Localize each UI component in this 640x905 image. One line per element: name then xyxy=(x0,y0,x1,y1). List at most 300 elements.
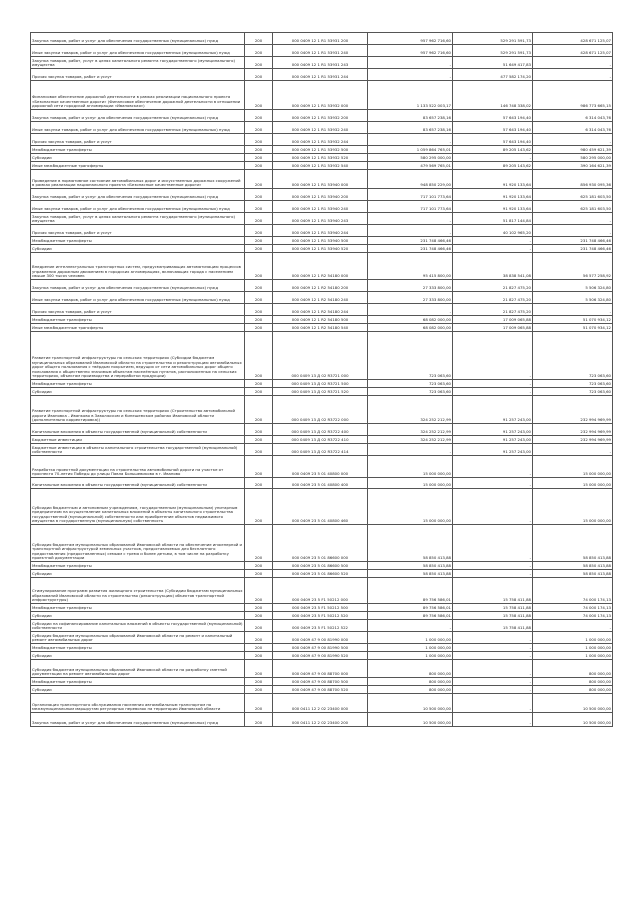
row-code: 200 xyxy=(245,388,273,396)
remaining-amount: - xyxy=(533,57,613,69)
remaining-amount: 723 063,60 xyxy=(533,332,613,380)
executed-amount: 57 643 194,40 xyxy=(453,110,533,122)
table-row xyxy=(31,570,613,578)
remaining-amount: 51 070 934,12 xyxy=(533,316,613,324)
table-row xyxy=(31,694,613,713)
remaining-amount: 625 181 603,50 xyxy=(533,189,613,201)
row-name: Иные закупки товаров, работ и услуг для обеспечения государственных (муниципальных) нужд xyxy=(31,201,245,213)
approved-amount: 800 000,00 xyxy=(368,660,453,678)
approved-amount: 957 962 716,60 xyxy=(368,45,453,57)
row-code: 200 xyxy=(245,332,273,380)
executed-amount: 51 817 144,84 xyxy=(453,213,533,225)
row-code: 200 xyxy=(245,33,273,45)
row-code: 200 xyxy=(245,424,273,436)
remaining-amount: 15 000 000,00 xyxy=(533,478,613,489)
row-code: 200 xyxy=(245,154,273,162)
approved-amount: - xyxy=(368,69,453,81)
row-name: Закупка товаров, работ, услуг в целях капитального ремонта государственного (муниципального) имущества xyxy=(31,213,245,225)
table-row xyxy=(31,280,613,292)
executed-amount: - xyxy=(453,632,533,644)
executed-amount: - xyxy=(453,478,533,489)
budget-execution-table xyxy=(30,32,613,727)
approved-amount: 948 850 229,00 xyxy=(368,170,453,189)
approved-amount: 800 000,00 xyxy=(368,678,453,686)
row-name: Иные межбюджетные трансферты xyxy=(31,162,245,170)
remaining-amount: 723 063,60 xyxy=(533,388,613,396)
remaining-amount: 10 500 000,00 xyxy=(533,713,613,727)
executed-amount: 21 827 475,20 xyxy=(453,280,533,292)
table-row xyxy=(31,380,613,388)
row-kbk: 000 0409 12 1 R1 53931 200 xyxy=(273,33,368,45)
row-name: Субсидия бюджетам муниципальных образований Ивановской области на разработку сметной документации на ремонт автомобильных дорог xyxy=(31,660,245,678)
row-name: Субсидия бюджетам муниципальных образований Ивановской области на ремонт и капитальный ремонт автомобильных дорог xyxy=(31,632,245,644)
row-code: 200 xyxy=(245,570,273,578)
row-code: 200 xyxy=(245,562,273,570)
table-row xyxy=(31,201,613,213)
row-name: Капитальные вложения в объекты государственной (муниципальной) собственности xyxy=(31,478,245,489)
row-code: 200 xyxy=(245,316,273,324)
executed-amount: - xyxy=(453,154,533,162)
row-kbk: 000 0409 23 5 F1 50212 522 xyxy=(273,620,368,632)
row-name: Субсидии бюджетным и автономным учреждениям, государственным (муниципальным) унитарным предприятиям на осуществление капитальных вложений в объекты капитального строительства государственной (муниципальной) собственности или приобретение объектов недвижимого имущества в государственную (муниципальную) собственность xyxy=(31,489,245,525)
table-row xyxy=(31,489,613,525)
row-code: 200 xyxy=(245,713,273,727)
row-code: 200 xyxy=(245,456,273,478)
remaining-amount: 232 994 969,99 xyxy=(533,424,613,436)
table-row xyxy=(31,612,613,620)
row-kbk: 000 0409 47 9 00 81990 520 xyxy=(273,652,368,660)
approved-amount: 15 000 000,00 xyxy=(368,478,453,489)
row-name: Внедрение интеллектуальных транспортных систем, предусматривающих автоматизацию процессов управления дорожным движением в городских агломерациях, включающих города с населением свыше 300 тысяч человек xyxy=(31,253,245,280)
row-name: Закупка товаров, работ и услуг для обеспечения государственных (муниципальных) нужд xyxy=(31,280,245,292)
executed-amount: - xyxy=(453,562,533,570)
executed-amount: - xyxy=(453,570,533,578)
approved-amount: 15 000 000,00 xyxy=(368,456,453,478)
remaining-amount: 10 500 000,00 xyxy=(533,694,613,713)
executed-amount: - xyxy=(453,686,533,694)
approved-amount: - xyxy=(368,57,453,69)
row-code: 200 xyxy=(245,304,273,316)
executed-amount: 15 758 411,88 xyxy=(453,578,533,604)
remaining-amount: 56 577 258,92 xyxy=(533,253,613,280)
approved-amount: 68 082 000,00 xyxy=(368,324,453,332)
executed-amount: 15 758 411,88 xyxy=(453,620,533,632)
row-kbk: 000 0409 12 1 R1 53940 520 xyxy=(273,245,368,253)
table-row xyxy=(31,660,613,678)
remaining-amount: - xyxy=(533,225,613,237)
approved-amount: 1 000 000,00 xyxy=(368,644,453,652)
row-code: 200 xyxy=(245,444,273,456)
table-row xyxy=(31,456,613,478)
row-name: Межбюджетные трансферты xyxy=(31,678,245,686)
row-code: 200 xyxy=(245,237,273,245)
executed-amount: 17 009 065,88 xyxy=(453,324,533,332)
row-code: 200 xyxy=(245,436,273,444)
row-name: Субсидии xyxy=(31,154,245,162)
row-name: Межбюджетные трансферты xyxy=(31,604,245,612)
approved-amount: 1 133 522 003,17 xyxy=(368,81,453,110)
row-name: Иные закупки товаров, работ и услуг для обеспечения государственных (муниципальных) нужд xyxy=(31,292,245,304)
executed-amount: - xyxy=(453,652,533,660)
remaining-amount: 231 748 466,46 xyxy=(533,237,613,245)
executed-amount: 477 582 174,20 xyxy=(453,69,533,81)
remaining-amount: 800 000,00 xyxy=(533,660,613,678)
remaining-amount: 15 000 000,00 xyxy=(533,456,613,478)
row-code: 200 xyxy=(245,225,273,237)
table-row xyxy=(31,110,613,122)
row-code: 200 xyxy=(245,489,273,525)
executed-amount: 15 758 411,88 xyxy=(453,612,533,620)
row-code: 200 xyxy=(245,162,273,170)
executed-amount: 17 009 065,88 xyxy=(453,316,533,324)
approved-amount: 1 059 864 765,01 xyxy=(368,146,453,154)
row-kbk: 000 0409 13 Д 02 R3722 410 xyxy=(273,436,368,444)
executed-amount: 51 649 417,83 xyxy=(453,57,533,69)
executed-amount: 91 257 243,00 xyxy=(453,436,533,444)
row-kbk: 000 0409 47 9 00 88700 520 xyxy=(273,686,368,694)
row-name: Закупка товаров, работ, услуг в целях капитального ремонта государственного (муниципального) имущества xyxy=(31,57,245,69)
approved-amount: - xyxy=(368,225,453,237)
executed-amount: 529 291 591,73 xyxy=(453,45,533,57)
row-kbk: 000 0409 23 5 01 40800 000 xyxy=(273,456,368,478)
executed-amount: 91 257 243,00 xyxy=(453,396,533,424)
row-kbk: 000 0409 12 1 R1 53932 540 xyxy=(273,162,368,170)
row-kbk: 000 0409 12 1 R2 54180 244 xyxy=(273,304,368,316)
approved-amount: 231 748 466,46 xyxy=(368,245,453,253)
row-kbk: 000 0409 12 1 R1 53940 244 xyxy=(273,225,368,237)
table-row xyxy=(31,189,613,201)
remaining-amount: - xyxy=(533,444,613,456)
row-code: 200 xyxy=(245,678,273,686)
row-name: Межбюджетные трансферты xyxy=(31,380,245,388)
row-kbk: 000 0409 12 1 R2 54180 500 xyxy=(273,316,368,324)
row-name: Разработка проектной документации на строительство автомобильной дороги на участке от проспекта 70-летия Победы до улицы Павла Большевикова в г. Иваново xyxy=(31,456,245,478)
approved-amount: 89 756 586,01 xyxy=(368,604,453,612)
remaining-amount: 6 314 043,76 xyxy=(533,110,613,122)
row-kbk: 000 0409 12 1 R1 53931 244 xyxy=(273,69,368,81)
table-row xyxy=(31,713,613,727)
row-kbk: 000 0409 12 1 R1 53940 240 xyxy=(273,201,368,213)
executed-amount: - xyxy=(453,237,533,245)
row-code: 200 xyxy=(245,280,273,292)
executed-amount: - xyxy=(453,489,533,525)
table-row xyxy=(31,213,613,225)
row-kbk: 000 0409 12 1 R1 53940 243 xyxy=(273,213,368,225)
table-row xyxy=(31,444,613,456)
approved-amount: 231 748 466,46 xyxy=(368,237,453,245)
table-row xyxy=(31,324,613,332)
remaining-amount: - xyxy=(533,304,613,316)
row-name: Субсидии xyxy=(31,612,245,620)
table-row xyxy=(31,644,613,652)
executed-amount: - xyxy=(453,713,533,727)
row-kbk: 000 0409 23 5 01 86600 520 xyxy=(273,570,368,578)
row-code: 200 xyxy=(245,253,273,280)
executed-amount: 91 920 133,64 xyxy=(453,189,533,201)
executed-amount: 21 827 475,20 xyxy=(453,292,533,304)
row-kbk: 000 0409 12 1 R1 53932 240 xyxy=(273,122,368,134)
row-code: 200 xyxy=(245,201,273,213)
table-row xyxy=(31,253,613,280)
executed-amount: - xyxy=(453,644,533,652)
row-kbk: 000 0409 12 1 R2 54180 240 xyxy=(273,292,368,304)
row-kbk: 000 0409 12 1 R1 53932 500 xyxy=(273,146,368,154)
remaining-amount: 625 181 603,50 xyxy=(533,201,613,213)
table-row xyxy=(31,525,613,562)
remaining-amount: 232 994 969,99 xyxy=(533,436,613,444)
row-name: Развитие транспортной инфраструктуры на сельских территориях (Строительство автомобильной дороги Ивановка - Иванково в Заволжском и Кинешемском районах Ивановской области (дополнительно корректировка)) xyxy=(31,396,245,424)
row-name: Субсидии на софинансирование капитальных вложений в объекты государственной (муниципальной) собственности xyxy=(32,620,243,631)
row-name: Закупка товаров, работ и услуг для обеспечения государственных (муниципальных) нужд xyxy=(31,189,245,201)
row-name: Приведение в нормативное состояние автомобильных дорог и искусственных дорожных сооружений в рамках реализации национального проекта «Безопасные качественные дороги» xyxy=(31,170,245,189)
table-row xyxy=(31,122,613,134)
table-row xyxy=(31,604,613,612)
executed-amount: 57 643 194,40 xyxy=(453,134,533,146)
row-name: Субсидии xyxy=(31,388,245,396)
remaining-amount: - xyxy=(533,69,613,81)
executed-amount: 38 838 541,08 xyxy=(453,253,533,280)
approved-amount: 10 500 000,00 xyxy=(368,713,453,727)
table-row xyxy=(31,45,613,57)
row-code: 200 xyxy=(245,245,273,253)
approved-amount: 27 333 800,00 xyxy=(368,280,453,292)
row-kbk: 000 0409 12 1 R1 53932 200 xyxy=(273,110,368,122)
table-row xyxy=(31,81,613,110)
row-name: Стимулирование программ развития жилищного строительства (Субсидии бюджетам муниципальных образований Ивановской области на строительство (реконструкцию) объектов транспортной инфраструктуры) xyxy=(31,578,245,604)
row-name: Межбюджетные трансферты xyxy=(31,562,245,570)
row-code: 200 xyxy=(245,578,273,604)
row-kbk: 000 0409 12 1 R1 53932 000 xyxy=(273,81,368,110)
table-row xyxy=(31,436,613,444)
table-row xyxy=(31,316,613,324)
row-name: Закупка товаров, работ и услуг для обеспечения государственных (муниципальных) нужд xyxy=(31,110,245,122)
table-row xyxy=(31,33,613,45)
executed-amount: 15 758 411,88 xyxy=(453,604,533,612)
row-name: Организация транспортного обслуживания населения автомобильным транспортом по межмуниципальным маршрутам регулярных перевозок на территории Ивановской области xyxy=(31,694,245,713)
table-row xyxy=(31,170,613,189)
remaining-amount: 1 000 000,00 xyxy=(533,644,613,652)
approved-amount: 580 295 000,00 xyxy=(368,154,453,162)
row-kbk: 000 0409 47 9 00 88700 000 xyxy=(273,660,368,678)
executed-amount: 57 643 194,40 xyxy=(453,122,533,134)
row-kbk: 000 0409 13 Д 02 R3721 500 xyxy=(273,380,368,388)
approved-amount: 957 962 716,60 xyxy=(368,33,453,45)
row-code: 200 xyxy=(245,632,273,644)
row-kbk: 000 0409 12 1 R1 53932 244 xyxy=(273,134,368,146)
table-row xyxy=(31,245,613,253)
row-code: 200 xyxy=(245,189,273,201)
row-code: 200 xyxy=(245,478,273,489)
remaining-amount: - xyxy=(533,134,613,146)
table-row xyxy=(31,57,613,69)
executed-amount: - xyxy=(453,694,533,713)
row-code: 200 xyxy=(245,620,273,632)
remaining-amount: 390 164 621,39 xyxy=(533,162,613,170)
row-kbk: 000 0409 13 Д 02 R3722 400 xyxy=(273,424,368,436)
approved-amount: 89 756 586,01 xyxy=(368,612,453,620)
row-name: Межбюджетные трансферты xyxy=(31,146,245,154)
row-code: 200 xyxy=(245,110,273,122)
row-code: 200 xyxy=(245,324,273,332)
executed-amount: - xyxy=(453,456,533,478)
approved-amount: 58 850 413,88 xyxy=(368,525,453,562)
approved-amount: 800 000,00 xyxy=(368,686,453,694)
row-name: Закупка товаров, работ и услуг для обеспечения государственных (муниципальных) нужд xyxy=(31,33,245,45)
row-code: 200 xyxy=(245,396,273,424)
remaining-amount: 800 000,00 xyxy=(533,678,613,686)
row-kbk: 000 0409 47 9 00 81990 000 xyxy=(273,632,368,644)
row-code: 200 xyxy=(245,134,273,146)
table-row xyxy=(31,652,613,660)
remaining-amount: 15 000 000,00 xyxy=(533,489,613,525)
row-code: 200 xyxy=(245,146,273,154)
approved-amount: 27 333 800,00 xyxy=(368,292,453,304)
approved-amount: 10 500 000,00 xyxy=(368,694,453,713)
row-kbk: 000 0409 12 1 R2 54180 200 xyxy=(273,280,368,292)
table-row xyxy=(31,162,613,170)
row-name: Межбюджетные трансферты xyxy=(31,316,245,324)
table-row xyxy=(31,578,613,604)
table-row xyxy=(31,388,613,396)
table-row xyxy=(31,396,613,424)
remaining-amount: 980 459 621,39 xyxy=(533,146,613,154)
approved-amount: 1 000 000,00 xyxy=(368,652,453,660)
executed-amount: 89 205 143,62 xyxy=(453,146,533,154)
row-code: 200 xyxy=(245,686,273,694)
remaining-amount: 428 671 125,07 xyxy=(533,45,613,57)
table-row xyxy=(31,678,613,686)
remaining-amount: 231 748 466,46 xyxy=(533,245,613,253)
approved-amount: 15 000 000,00 xyxy=(368,489,453,525)
remaining-amount: 232 994 969,99 xyxy=(533,396,613,424)
approved-amount: 83 657 238,16 xyxy=(368,110,453,122)
approved-amount: 717 101 773,64 xyxy=(368,201,453,213)
remaining-amount: 5 506 324,80 xyxy=(533,292,613,304)
executed-amount: - xyxy=(453,332,533,380)
remaining-amount: 74 000 174,13 xyxy=(533,612,613,620)
approved-amount: 83 657 238,16 xyxy=(368,122,453,134)
table-row xyxy=(31,478,613,489)
remaining-amount: - xyxy=(533,620,613,632)
row-kbk: 000 0409 12 1 R1 53940 200 xyxy=(273,189,368,201)
table-row xyxy=(31,292,613,304)
row-kbk: 000 0411 12 2 02 23400 200 xyxy=(273,713,368,727)
executed-amount: 91 920 133,64 xyxy=(453,170,533,189)
approved-amount: - xyxy=(368,304,453,316)
row-name: Субсидии xyxy=(31,686,245,694)
executed-amount: - xyxy=(453,525,533,562)
approved-amount: 324 252 212,99 xyxy=(368,436,453,444)
row-name: Субсидии xyxy=(31,570,245,578)
executed-amount: - xyxy=(453,678,533,686)
row-name: Прочая закупка товаров, работ и услуг xyxy=(31,69,245,81)
row-name: Субсидия бюджетам муниципальных образований Ивановской области на обеспечение инженерной и транспортной инфраструктурой земельных участков, предоставляемых для бесплатного предоставления (предоставленных) семьям с тремя и более детьми, в том числе на разработку проектной документации xyxy=(31,525,245,562)
executed-amount: 91 920 133,64 xyxy=(453,201,533,213)
remaining-amount: 74 000 174,13 xyxy=(533,604,613,612)
table-row xyxy=(31,332,613,380)
row-code: 200 xyxy=(245,694,273,713)
row-name: Межбюджетные трансферты xyxy=(31,644,245,652)
remaining-amount: 74 000 174,13 xyxy=(533,578,613,604)
row-name: Бюджетные инвестиции xyxy=(31,436,245,444)
row-code: 200 xyxy=(245,122,273,134)
approved-amount: 723 063,60 xyxy=(368,380,453,388)
executed-amount: 89 205 143,62 xyxy=(453,162,533,170)
table-row xyxy=(31,620,613,632)
table-row xyxy=(31,154,613,162)
approved-amount: 324 252 212,99 xyxy=(368,424,453,436)
row-kbk: 000 0409 13 Д 02 R3722 000 xyxy=(273,396,368,424)
table-row xyxy=(31,424,613,436)
row-kbk: 000 0409 12 1 R1 53931 243 xyxy=(273,57,368,69)
remaining-amount: 580 295 000,00 xyxy=(533,154,613,162)
row-name: Субсидии xyxy=(31,652,245,660)
remaining-amount: 428 671 125,07 xyxy=(533,33,613,45)
row-code: 200 xyxy=(245,525,273,562)
remaining-amount: 1 000 000,00 xyxy=(533,652,613,660)
row-kbk: 000 0409 12 1 R2 54180 000 xyxy=(273,253,368,280)
row-name: Капитальные вложения в объекты государственной (муниципальной) собственности xyxy=(31,424,245,436)
row-kbk: 000 0409 23 5 01 40800 460 xyxy=(273,489,368,525)
executed-amount: 529 291 591,73 xyxy=(453,33,533,45)
table-row xyxy=(31,69,613,81)
row-code: 200 xyxy=(245,292,273,304)
row-code: 200 xyxy=(245,660,273,678)
approved-amount: 58 850 413,88 xyxy=(368,562,453,570)
executed-amount: - xyxy=(453,388,533,396)
row-kbk: 000 0411 12 2 02 23400 000 xyxy=(273,694,368,713)
row-kbk: 000 0409 13 Д 02 R3721 520 xyxy=(273,388,368,396)
row-kbk: 000 0409 12 1 R1 53931 240 xyxy=(273,45,368,57)
row-code: 200 xyxy=(245,170,273,189)
row-code: 200 xyxy=(245,644,273,652)
remaining-amount: - xyxy=(533,213,613,225)
approved-amount: 1 000 000,00 xyxy=(368,632,453,644)
executed-amount: 91 257 243,00 xyxy=(453,424,533,436)
row-kbk: 000 0409 23 5 01 40800 400 xyxy=(273,478,368,489)
row-name: Межбюджетные трансферты xyxy=(31,237,245,245)
row-code: 200 xyxy=(245,69,273,81)
row-kbk: 000 0409 47 9 00 88700 500 xyxy=(273,678,368,686)
approved-amount: 479 569 765,01 xyxy=(368,162,453,170)
row-code: 200 xyxy=(245,45,273,57)
table-body xyxy=(31,33,613,727)
row-kbk: 000 0409 23 5 F1 50212 500 xyxy=(273,604,368,612)
remaining-amount: 58 850 413,88 xyxy=(533,562,613,570)
row-kbk: 000 0409 23 5 01 86600 500 xyxy=(273,562,368,570)
row-code: 200 xyxy=(245,380,273,388)
row-kbk: 000 0409 23 5 01 86600 000 xyxy=(273,525,368,562)
approved-amount: 68 082 000,00 xyxy=(368,316,453,324)
row-name: Прочая закупка товаров, работ и услуг xyxy=(31,225,245,237)
row-name: Финансовое обеспечение дорожной деятельности в рамках реализации национального проекта «Безопасные качественные дороги» (Финансовое обеспечение дорожной деятельности в отношении дорожной сети городской агломерации «Ивановская») xyxy=(31,81,245,110)
row-name: Иные закупки товаров, работ и услуг для обеспечения государственных (муниципальных) нужд xyxy=(31,45,245,57)
row-code: 200 xyxy=(245,57,273,69)
approved-amount: - xyxy=(368,444,453,456)
row-code: 200 xyxy=(245,604,273,612)
remaining-amount: 6 314 043,76 xyxy=(533,122,613,134)
row-kbk: 000 0409 12 1 R1 53940 000 xyxy=(273,170,368,189)
approved-amount: - xyxy=(368,213,453,225)
executed-amount: 21 827 475,20 xyxy=(453,304,533,316)
row-name: Иные межбюджетные трансферты xyxy=(31,324,245,332)
approved-amount: 723 063,60 xyxy=(368,388,453,396)
row-name: Прочая закупка товаров, работ и услуг xyxy=(31,304,245,316)
row-kbk: 000 0409 13 Д 02 R3722 414 xyxy=(273,444,368,456)
executed-amount: 91 257 243,00 xyxy=(453,444,533,456)
remaining-amount: 58 850 413,88 xyxy=(533,570,613,578)
row-name: Развитие транспортной инфраструктуры на сельских территориях (Субсидии бюджетам муниципальных образований Ивановской области на строительство и реконструкцию автомобильных дорог общего пользования с твёрдым покрытием, ведущих от сети автомобильных дорог общего пользования к общественно значимым объектам населённых пунктов, расположенных на сельских территориях, объектам производства и переработки продукции) xyxy=(31,332,245,380)
